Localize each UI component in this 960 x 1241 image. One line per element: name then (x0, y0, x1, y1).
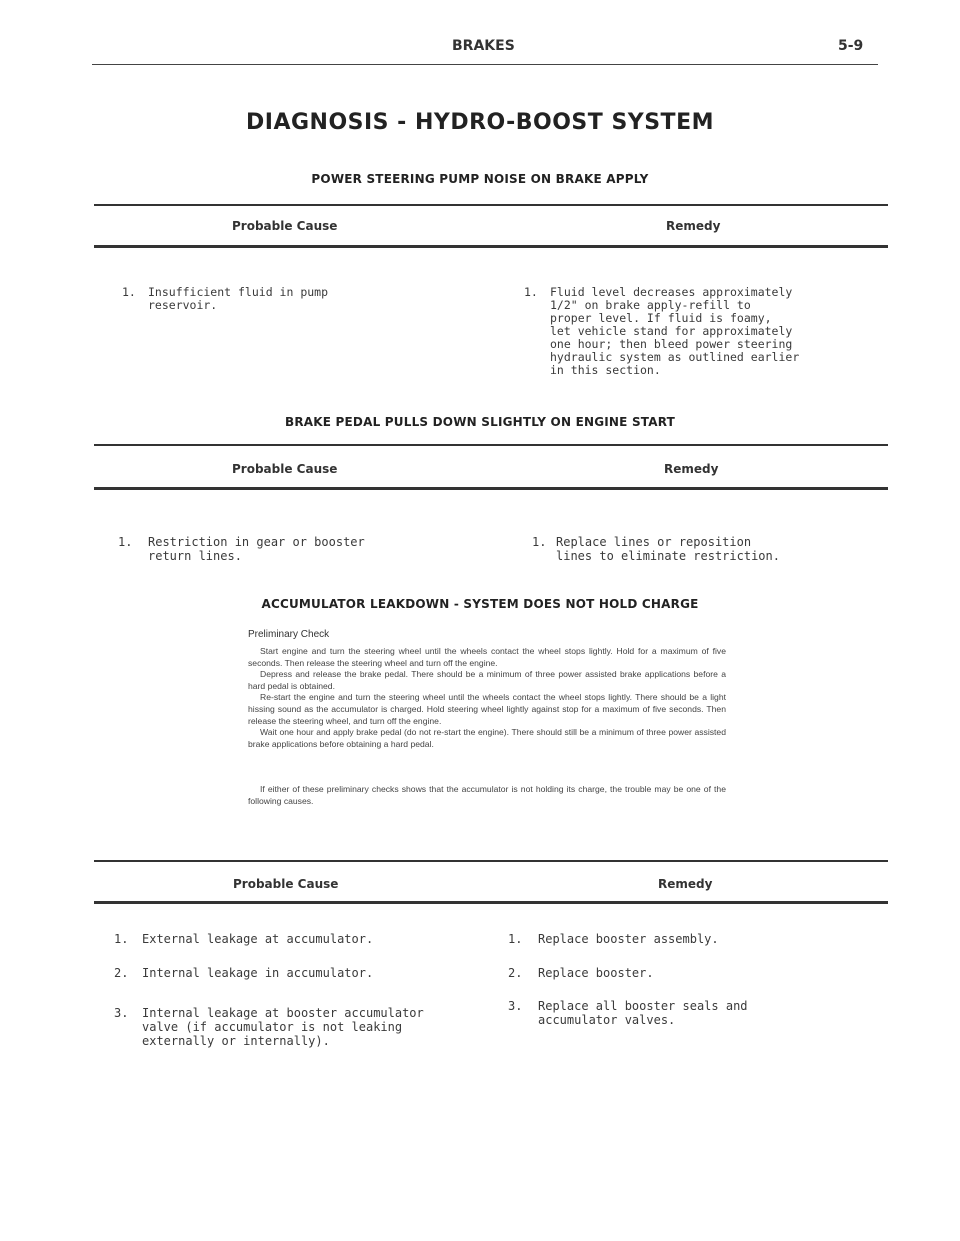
section3-cause-list: 1. External leakage at accumulator. 2. Internal leakage in accumulator. 3. Internal leakage at booster accumulator valve (if accumulator is not leaking externally or internally). (114, 932, 474, 1048)
section2-mid-rule (94, 487, 888, 490)
remedy-item: 1. Replace lines or reposition (532, 535, 752, 549)
section3-mid-rule (94, 901, 888, 904)
page-title: DIAGNOSIS - HYDRO-BOOST SYSTEM (246, 110, 714, 135)
prelim-paragraph: Re-start the engine and turn the steering wheel until the wheels contact the wheel stops lightly. There should be a light hissing sound as the accumulator is charged. Hold steering wheel lightly against stop for a maximum of five seconds. Then release the steering wheel, and turn off the engine. (248, 692, 726, 726)
section2-top-rule (94, 444, 888, 446)
remedy-item: 1. Fluid level decreases approximately (524, 285, 793, 299)
remedy-item: 2. Replace booster. (508, 966, 654, 980)
section2-remedy-header: Remedy (664, 462, 719, 476)
prelim-paragraph: Depress and release the brake pedal. There should be a minimum of three power assisted brake applications before a hard pedal is obtained. (248, 669, 726, 691)
running-header: BRAKES (452, 38, 515, 54)
section1-remedy-list: 1. Fluid level decreases approximately 1/2" on brake apply-refill to proper level. If fluid is foamy, let vehicle stand for approximately one hour; then bleed power steering hydraulic system as outlined earlier in this section. (524, 286, 864, 377)
preliminary-check-title: Preliminary Check (248, 629, 330, 640)
section2-remedy-list: 1. Replace lines or reposition lines to eliminate restriction. (532, 535, 872, 563)
section3-heading: ACCUMULATOR LEAKDOWN - SYSTEM DOES NOT HOLD CHARGE (261, 597, 699, 611)
cause-item: 2. Internal leakage in accumulator. (114, 966, 374, 980)
section2-heading: BRAKE PEDAL PULLS DOWN SLIGHTLY ON ENGINE START (284, 415, 676, 429)
cause-item: 1. Insufficient fluid in pump (122, 285, 329, 299)
section1-cause-header: Probable Cause (232, 219, 338, 233)
section2-cause-header: Probable Cause (232, 462, 338, 476)
preliminary-check-text (248, 646, 726, 750)
cause-item: 1. External leakage at accumulator. (114, 932, 374, 946)
cause-item: 1. Restriction in gear or booster (118, 535, 365, 549)
section3-top-rule (94, 860, 888, 862)
remedy-item: 1. Replace booster assembly. (508, 932, 719, 946)
section1-heading: POWER STEERING PUMP NOISE ON BRAKE APPLY (311, 172, 649, 186)
section3-remedy-list: 1. Replace booster assembly. 2. Replace booster. 3. Replace all booster seals and accumulator valves. (508, 932, 868, 1027)
preliminary-check-closing: If either of these preliminary checks shows that the accumulator is not holding its charge, the trouble may be one of the following causes. (248, 784, 726, 806)
header-rule (92, 64, 878, 65)
prelim-paragraph: Start engine and turn the steering wheel until the wheels contact the wheel stops lightly. Hold for a maximum of five seconds. Then release the steering wheel and turn off the engine. (248, 646, 726, 668)
prelim-paragraph: Wait one hour and apply brake pedal (do not re-start the engine). There should still be a minimum of three power assisted brake applications before obtaining a hard pedal. (248, 727, 726, 749)
cause-item: 3. Internal leakage at booster accumulator (114, 1006, 424, 1020)
section2-cause-list: 1. Restriction in gear or booster return lines. (118, 535, 458, 563)
section1-top-rule (94, 204, 888, 206)
section3-cause-header: Probable Cause (233, 877, 339, 891)
remedy-item: 3. Replace all booster seals and (508, 999, 748, 1013)
page-number: 5-9 (838, 38, 864, 54)
section1-mid-rule (94, 245, 888, 248)
section1-remedy-header: Remedy (666, 219, 721, 233)
section3-remedy-header: Remedy (658, 877, 713, 891)
section1-cause-list: 1. Insufficient fluid in pump reservoir. (122, 286, 452, 312)
